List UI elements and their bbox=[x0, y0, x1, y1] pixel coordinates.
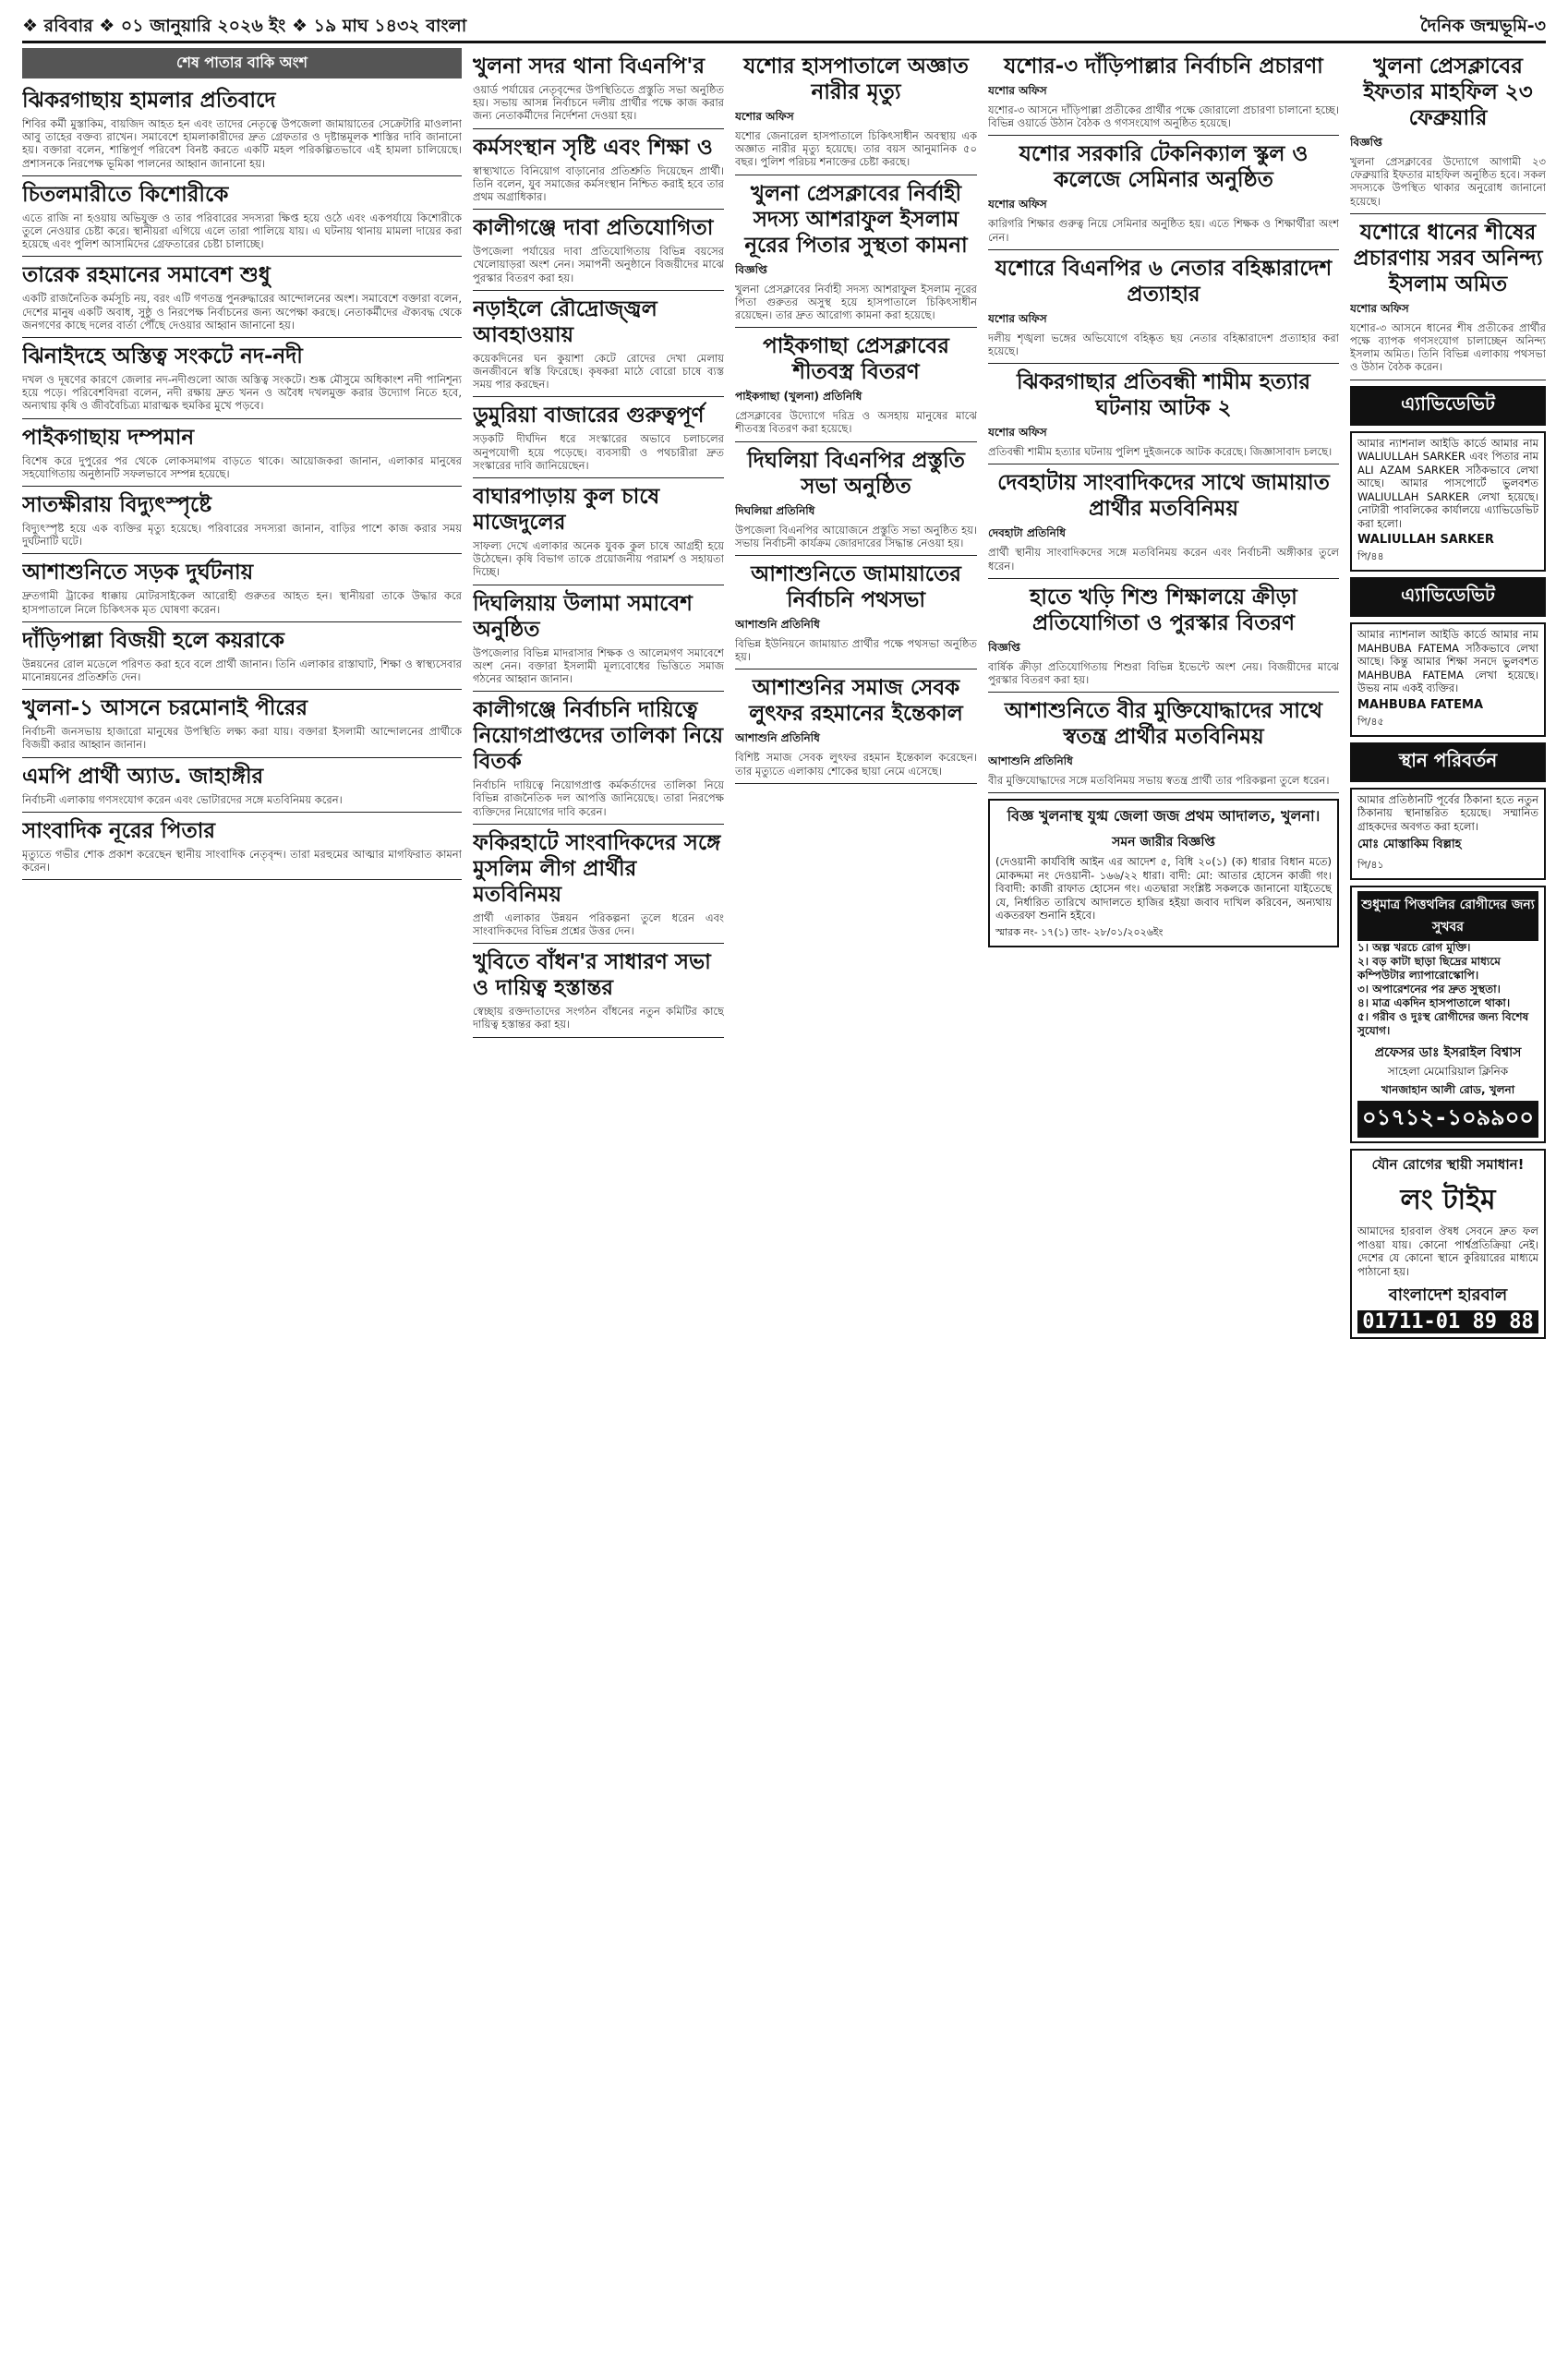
issue-date: ❖ রবিবার ❖ ০১ জানুয়ারি ২০২৬ ইং ❖ ১৯ মাঘ ১৪৩২ বাংলা bbox=[22, 16, 467, 36]
article-body: বিশেষ করে দুপুরের পর থেকে লোকসমাগম বাড়তে থাকে। আয়োজকরা জানান, এলাকার মানুষের সহযোগিতায় অনুষ্ঠানটি সফলভাবে সম্পন্ন হয়েছে। bbox=[22, 453, 462, 480]
relocation-ref: পি/৪১ bbox=[1357, 859, 1384, 872]
article-headline: যশোর হাসপাতালে অজ্ঞাত নারীর মৃত্যু bbox=[743, 54, 969, 104]
article-source: বিজ্ঞপ্তি bbox=[988, 640, 1020, 654]
article-headline: আশাশুনিতে সড়ক দুর্ঘটনায় bbox=[22, 561, 254, 585]
article-headline: যশোরে ধানের শীষের প্রচারণায় সরব অনিন্দ্য ইসলাম অমিত bbox=[1353, 220, 1543, 296]
article bbox=[473, 291, 724, 398]
article-body: যশোর জেনারেল হাসপাতালে চিকিৎসাধীন অবস্থায় এক অজ্ঞাত নারীর মৃত্যু হয়েছে। তার বয়স আনুমানিক ৫০ বছর। পুলিশ পরিচয় শনাক্তের চেষ্টা করছে। bbox=[735, 129, 977, 169]
article-body: প্রার্থী এলাকার উন্নয়ন পরিকল্পনা তুলে ধরেন এবং সাংবাদিকদের বিভিন্ন প্রশ্নের উত্তর দেন। bbox=[473, 911, 724, 938]
article-headline: ফকিরহাটে সাংবাদিকদের সঙ্গে মুসলিম লীগ প্রার্থীর মতবিনিময় bbox=[473, 830, 721, 907]
article bbox=[22, 813, 462, 880]
clinic-benefit-item: ৩। অপারেশনের পর দ্রুত সুস্থতা। bbox=[1357, 983, 1501, 996]
article-body: উপজেলা বিএনপির আয়োজনে প্রস্তুতি সভা অনুষ্ঠিত হয়। সভায় নির্বাচনী কার্যক্রম জোরদারের সিদ্ধান্ত নেওয়া হয়। bbox=[735, 523, 977, 549]
article-headline: ঝিকরগাছায় হামলার প্রতিবাদে bbox=[22, 89, 276, 113]
column-4-articles bbox=[988, 48, 1339, 793]
article bbox=[22, 176, 462, 258]
article-body: এতে রাজি না হওয়ায় অভিযুক্ত ও তার পরিবারের সদস্যরা ক্ষিপ্ত হয়ে ওঠে এবং একপর্যায়ে কিশোরীকে তুলে নেওয়ার চেষ্টা করে। স্থানীয়রা এগিয়ে এলে তারা পালিয়ে যায়। এ ঘটনায় থানায় মামলা দায়ের করা হয়েছে এবং পুলিশ আসামিদের গ্রেফতারের চেষ্টা চালাচ্ছে। bbox=[22, 211, 462, 251]
affidavit-2-signature: MAHBUBA FATEMA bbox=[1357, 697, 1484, 712]
article bbox=[988, 136, 1339, 249]
article-headline: ঝিনাইদহে অস্তিত্ব সংকটে নদ-নদী bbox=[22, 344, 303, 369]
article-body: দখল ও দূষণের কারণে জেলার নদ-নদীগুলো আজ অস্তিত্ব সংকটে। শুষ্ক মৌসুমে অধিকাংশ নদী পানিশূন্য হয়ে পড়ে। পরিবেশবিদরা বলেন, নদী রক্ষায় দ্রুত খনন ও অবৈধ দখলমুক্ত করার উদ্যোগ নিতে হবে, অন্যথায় কৃষি ও জীববৈচিত্র্য মারাত্মক হুমকির মুখে পড়বে। bbox=[22, 373, 462, 413]
article-headline: পাইকগাছা প্রেসক্লাবের শীতবস্ত্র বিতরণ bbox=[763, 334, 949, 385]
article bbox=[473, 478, 724, 585]
article-body: উপজেলার বিভিন্ন মাদরাসার শিক্ষক ও আলেমগণ সমাবেশে অংশ নেন। বক্তারা ইসলামী মূল্যবোধের ভিত্তিতে সমাজ গঠনের আহ্বান জানান। bbox=[473, 645, 724, 686]
article bbox=[473, 692, 724, 825]
affidavit-1-title: এ্যাভিডেভিট bbox=[1350, 386, 1546, 426]
herbal-ad bbox=[1350, 1149, 1546, 1339]
article-source: যশোর অফিস bbox=[988, 311, 1047, 325]
article-source: যশোর অফিস bbox=[988, 198, 1047, 211]
clinic-phone: ০১৭১২-১০৯৯০০ bbox=[1357, 1101, 1538, 1138]
relocation-title: স্থান পরিবর্তন bbox=[1350, 742, 1546, 782]
article-source: দেবহাটা প্রতিনিধি bbox=[988, 526, 1066, 540]
article-source: পাইকগাছা (খুলনা) প্রতিনিধি bbox=[735, 390, 862, 404]
relocation-text: আমার প্রতিষ্ঠানটি পূর্বের ঠিকানা হতে নতুন ঠিকানায় স্থানান্তরিত হয়েছে। সম্মানিত গ্রাহকদের অবগত করা হলো। bbox=[1357, 792, 1538, 833]
page-header bbox=[22, 7, 1546, 43]
article-source: যশোর অফিস bbox=[1350, 301, 1409, 315]
article-headline: যশোরে বিএনপির ৬ নেতার বহিষ্কারাদেশ প্রত্যাহার bbox=[995, 256, 1333, 307]
affidavit-1-ref: পি/৪৪ bbox=[1357, 550, 1384, 563]
notice-title: বিজ্ঞ খুলনাস্থ যুগ্ম জেলা জজ প্রথম আদালত, খুলনা। bbox=[1007, 807, 1321, 826]
article bbox=[473, 129, 724, 211]
clinic-ad bbox=[1350, 886, 1546, 1143]
article-body: স্বেচ্ছায় রক্তদাতাদের সংগঠন বাঁধনের নতুন কমিটির কাছে দায়িত্ব হস্তান্তর করা হয়। bbox=[473, 1005, 724, 1031]
notice-ref: স্মারক নং- ১৭(১) তাং- ২৮/০১/২০২৬ইং bbox=[995, 925, 1164, 938]
herbal-phone: 01711-01 89 88 bbox=[1357, 1310, 1538, 1333]
article-body: বিশিষ্ট সমাজ সেবক লুৎফর রহমান ইন্তেকাল করেছেন। তার মৃত্যুতে এলাকায় শোকের ছায়া নেমে এসেছে। bbox=[735, 751, 977, 778]
paper-name: দৈনিক জন্মভূমি-৩ bbox=[1419, 16, 1546, 36]
article-headline: দিঘলিয়া বিএনপির প্রস্তুতি সভা অনুষ্ঠিত bbox=[747, 448, 965, 499]
article bbox=[735, 175, 977, 329]
column-3-articles bbox=[735, 48, 977, 784]
article bbox=[473, 210, 724, 291]
clinic-benefit-item: ৪। মাত্র একদিন হাসপাতালে থাকা। bbox=[1357, 996, 1511, 1010]
article-headline: খুলনা প্রেসক্লাবের নির্বাহী সদস্য আশরাফুল ইসলাম নূরের পিতার সুস্থতা কামনা bbox=[744, 181, 968, 258]
article-headline: যশোর সরকারি টেকনিক্যাল স্কুল ও কলেজে সেমিনার অনুষ্ঠিত bbox=[1019, 142, 1309, 193]
herbal-brand: লং টাইম bbox=[1400, 1184, 1496, 1217]
article bbox=[1350, 48, 1546, 214]
affidavit-2-ref: পি/৪৫ bbox=[1357, 715, 1384, 728]
clinic-address: খানজাহান আলী রোড, খুলনা bbox=[1381, 1083, 1515, 1097]
herbal-headline: যৌন রোগের স্থায়ী সমাধান! bbox=[1371, 1156, 1525, 1174]
notice-text: (দেওয়ানী কার্যবিধি আইন এর আদেশ ৫, বিধি ২০(১) (ক) ধারার বিধান মতে) মোকদ্দমা নং দেওয়ানী- ১৬৬/২২ ধারা। বাদী: মো: আতার হোসেন কাজী গং। বিবাদী: কাজী রাফাত হোসেন গং। এতদ্বারা সংশ্লিষ্ট সকলকে জানানো যাইতেছে যে, নির্ধারিত তারিখে আদালতে হাজির হইয়া জবাব দাখিল করিবেন, অন্যথায় একতরফা শুনানি হইবে। bbox=[995, 855, 1332, 923]
article-body: নির্বাচনি দায়িত্বে নিয়োগপ্রাপ্ত কর্মকর্তাদের তালিকা নিয়ে বিভিন্ন রাজনৈতিক দল আপত্তি জানিয়েছে। তারা নিরপেক্ষ ব্যক্তিদের নিয়োগের দাবি করেন। bbox=[473, 778, 724, 818]
continued-banner: শেষ পাতার বাকি অংশ bbox=[22, 48, 462, 78]
article-headline: নড়াইলে রৌদ্রোজ্জ্বল আবহাওয়ায় bbox=[473, 296, 657, 347]
article-headline: সাংবাদিক নূরের পিতার bbox=[22, 818, 216, 843]
article-headline: চিতলমারীতে কিশোরীকে bbox=[22, 182, 229, 207]
article bbox=[22, 487, 462, 554]
article bbox=[735, 328, 977, 441]
article-headline: ডুমুরিয়া বাজারের গুরুত্বপূর্ণ bbox=[473, 404, 705, 428]
column-5 bbox=[1350, 48, 1546, 2355]
article-headline: পাইকগাছায় দম্পমান bbox=[22, 425, 195, 450]
article bbox=[22, 257, 462, 338]
article-headline: খুলনা সদর থানা বিএনপি'র bbox=[473, 54, 706, 78]
article-headline: কর্মসংস্থান সৃষ্টি এবং শিক্ষা ও bbox=[473, 135, 713, 160]
column-3 bbox=[735, 48, 977, 2355]
court-notice bbox=[988, 799, 1339, 947]
article-headline: যশোর-৩ দাঁড়িপাল্লার নির্বাচনি প্রচারণা bbox=[1004, 54, 1323, 78]
article-body: বীর মুক্তিযোদ্ধাদের সঙ্গে মতবিনিময় সভায় স্বতন্ত্র প্রার্থী তার পরিকল্পনা তুলে ধরেন। bbox=[988, 774, 1330, 788]
column-1-articles bbox=[22, 82, 462, 880]
article-body: বিদ্যুৎস্পৃষ্ট হয়ে এক ব্যক্তির মৃত্যু হয়েছে। পরিবারের সদস্যরা জানান, বাড়ির পাশে কাজ করার সময় দুর্ঘটনাটি ঘটে। bbox=[22, 522, 462, 549]
article-body: শিবির কর্মী মুস্তাকিম, বায়জিদ আহত হন এবং তাদের নেতৃত্বে উপজেলা জামায়াতের সেক্রেটারি মাওলানা আবু তাহের বক্তব্য রাখেন। সমাবেশে হামলাকারীদের দ্রুত গ্রেফতার ও দৃষ্টান্তমূলক শাস্তির দাবি জানানো হয়। বক্তারা বলেন, শান্তিপূর্ণ পরিবেশ বিনষ্ট করতে একটি মহল পরিকল্পিতভাবে এই হামলা চালিয়েছে। প্রশাসনকে নিরপেক্ষ ভূমিকা পালনের আহ্বান জানানো হয়। bbox=[22, 117, 462, 170]
article-source: যশোর অফিস bbox=[988, 84, 1047, 97]
article bbox=[473, 825, 724, 944]
article-body: ওয়ার্ড পর্যায়ের নেতৃবৃন্দের উপস্থিতিতে প্রস্তুতি সভা অনুষ্ঠিত হয়। সভায় আসন্ন নির্বাচনে দলীয় প্রার্থীর পক্ষে কাজ করার জন্য নেতাকর্মীদের নির্দেশনা দেওয়া হয়। bbox=[473, 83, 724, 123]
article-headline: সাতক্ষীরায় বিদ্যুৎস্পৃষ্টে bbox=[22, 493, 212, 518]
clinic-benefit-item: ৫। গরীব ও দুঃস্থ রোগীদের জন্য বিশেষ সুযোগ। bbox=[1357, 1010, 1529, 1038]
relocation-signature: মোঃ মোস্তাকিম বিল্লাহ bbox=[1357, 838, 1462, 852]
affidavit-2-title: এ্যাভিডেভিট bbox=[1350, 577, 1546, 617]
article-body: কয়েকদিনের ঘন কুয়াশা কেটে রোদের দেখা মেলায় জনজীবনে স্বস্তি ফিরেছে। কৃষকরা মাঠে বোরো চাষে ব্যস্ত সময় পার করছেন। bbox=[473, 351, 724, 392]
article-headline: দেবহাটায় সাংবাদিকদের সাথে জামায়াত প্রার্থীর মতবিনিময় bbox=[997, 471, 1330, 522]
article bbox=[473, 585, 724, 693]
article-body: একটি রাজনৈতিক কর্মসূচি নয়, বরং এটি গণতন্ত্র পুনরুদ্ধারের আন্দোলনের অংশ। সমাবেশে বক্তারা বলেন, দেশের মানুষ একটি অবাধ, সুষ্ঠু ও নিরপেক্ষ নির্বাচনের জন্য অপেক্ষা করছে। নেতাকর্মীদের ঐক্যবদ্ধ থেকে জনগণের কাছে দলের বার্তা পৌঁছে দেওয়ার আহ্বান জানানো হয়। bbox=[22, 292, 462, 332]
column-2 bbox=[473, 48, 724, 2355]
article bbox=[988, 693, 1339, 793]
article-body: প্রার্থী স্থানীয় সাংবাদিকদের সঙ্গে মতবিনিময় করেন এবং নির্বাচনী অঙ্গীকার তুলে ধরেন। bbox=[988, 546, 1339, 573]
article bbox=[735, 442, 977, 556]
article-source: দিঘলিয়া প্রতিনিধি bbox=[735, 503, 815, 517]
article bbox=[22, 82, 462, 176]
article bbox=[988, 364, 1339, 464]
article-source: আশাশুনি প্রতিনিধি bbox=[735, 731, 820, 745]
clinic-name: সাহেলা মেমোরিয়াল ক্লিনিক bbox=[1387, 1065, 1509, 1079]
clinic-benefits-list bbox=[1357, 941, 1538, 1038]
article bbox=[22, 554, 462, 621]
article-headline: আশাশুনিতে বীর মুক্তিযোদ্ধাদের সাথে স্বতন্ত্র প্রার্থীর মতবিনিময় bbox=[1004, 699, 1323, 750]
article-body: নির্বাচনী জনসভায় হাজারো মানুষের উপস্থিতি লক্ষ্য করা যায়। বক্তারা ইসলামী আন্দোলনের প্রার্থীকে বিজয়ী করার আহ্বান জানান। bbox=[22, 725, 462, 752]
article-body: মৃত্যুতে গভীর শোক প্রকাশ করেছেন স্থানীয় সাংবাদিক নেতৃবৃন্দ। তারা মরহুমের আত্মার মাগফিরাত কামনা করেন। bbox=[22, 847, 462, 874]
article-body: স্বাস্থ্যখাতে বিনিয়োগ বাড়ানোর প্রতিশ্রুতি দিয়েছেন প্রার্থী। তিনি বলেন, যুব সমাজের কর্মসংস্থান নিশ্চিত করাই হবে তার প্রথম অগ্রাধিকার। bbox=[473, 163, 724, 204]
affidavit-1-signature: WALIULLAH SARKER bbox=[1357, 533, 1494, 548]
article-body: খুলনা প্রেসক্লাবের উদ্যোগে আগামী ২৩ ফেব্রুয়ারি ইফতার মাহফিল অনুষ্ঠিত হবে। সকল সদস্যকে উপস্থিত থাকার অনুরোধ জানানো হয়েছে। bbox=[1350, 155, 1546, 208]
article-headline: খুলনা প্রেসক্লাবের ইফতার মাহফিল ২৩ ফেব্রুয়ারি bbox=[1363, 54, 1533, 130]
column-5-articles bbox=[1350, 48, 1546, 380]
affidavit-1 bbox=[1350, 431, 1546, 573]
article bbox=[22, 758, 462, 813]
article bbox=[988, 250, 1339, 364]
article-body: বিভিন্ন ইউনিয়নে জামায়াত প্রার্থীর পক্ষে পথসভা অনুষ্ঠিত হয়। bbox=[735, 637, 977, 664]
article-source: যশোর অফিস bbox=[735, 110, 794, 123]
relocation-notice bbox=[1350, 788, 1546, 881]
article bbox=[735, 48, 977, 175]
article-headline: কালীগঞ্জে দাবা প্রতিযোগিতা bbox=[473, 216, 714, 241]
article-body: প্রেসক্লাবের উদ্যোগে দরিদ্র ও অসহায় মানুষের মাঝে শীতবস্ত্র বিতরণ করা হয়েছে। bbox=[735, 409, 977, 436]
article-source: আশাশুনি প্রতিনিধি bbox=[735, 618, 820, 632]
article-headline: খুলনা-১ আসনে চরমোনাই পীরের bbox=[22, 696, 308, 721]
herbal-text: আমাদের হারবাল ঔষধ সেবনে দ্রুত ফল পাওয়া যায়। কোনো পার্শ্বপ্রতিক্রিয়া নেই। দেশের যে কোনো স্থানে কুরিয়ারের মাধ্যমে পাঠানো হয়। bbox=[1357, 1224, 1538, 1278]
article-headline: দাঁড়িপাল্লা বিজয়ী হলে কয়রাকে bbox=[22, 628, 284, 653]
article-body: যশোর-৩ আসনে ধানের শীষ প্রতীকের প্রার্থীর পক্ষে ব্যাপক গণসংযোগ চালাচ্ছেন অনিন্দ্য ইসলাম অমিত। তিনি বিভিন্ন এলাকায় পথসভা ও উঠান বৈঠক করেন। bbox=[1350, 320, 1546, 374]
article bbox=[22, 338, 462, 419]
article-headline: আশাশুনির সমাজ সেবক লুৎফর রহমানের ইন্তেকাল bbox=[749, 676, 963, 727]
article-body: উন্নয়নের রোল মডেলে পরিণত করা হবে বলে প্রার্থী জানান। তিনি এলাকার রাস্তাঘাট, শিক্ষা ও স্বাস্থ্যসেবার মানোন্নয়নের প্রতিশ্রুতি দেন। bbox=[22, 657, 462, 684]
article bbox=[988, 48, 1339, 136]
clinic-doctor: প্রফেসর ডাঃ ইসরাইল বিশ্বাস bbox=[1374, 1045, 1522, 1061]
article-headline: আশাশুনিতে জামায়াতের নির্বাচনি পথসভা bbox=[751, 562, 961, 613]
notice-subtitle: সমন জারীর বিজ্ঞপ্তি bbox=[1112, 835, 1215, 850]
article-body: দ্রুতগামী ট্রাকের ধাক্কায় মোটরসাইকেল আরোহী গুরুতর আহত হন। স্থানীয়রা তাকে উদ্ধার করে হাসপাতালে নিলে চিকিৎসক মৃত ঘোষণা করেন। bbox=[22, 589, 462, 616]
article-body: সড়কটি দীর্ঘদিন ধরে সংস্কারের অভাবে চলাচলের অনুপযোগী হয়ে পড়েছে। ব্যবসায়ী ও পথচারীরা দ্রুত সংস্কারের দাবি জানিয়েছেন। bbox=[473, 432, 724, 472]
article bbox=[735, 556, 977, 669]
article bbox=[22, 690, 462, 757]
clinic-benefit-item: ২। বড় কাটা ছাড়া ছিদ্রের মাধ্যমে কম্পিউটার ল্যাপারোস্কোপি। bbox=[1357, 955, 1501, 983]
article-headline: কালীগঞ্জে নির্বাচনি দায়িত্বে নিয়োগপ্রাপ্তদের তালিকা নিয়ে বিতর্ক bbox=[473, 698, 724, 775]
article-body: উপজেলা পর্যায়ের দাবা প্রতিযোগিতায় বিভিন্ন বয়সের খেলোয়াড়রা অংশ নেন। সমাপনী অনুষ্ঠানে বিজয়ীদের মাঝে পুরস্কার বিতরণ করা হয়। bbox=[473, 245, 724, 284]
article-body: সাফল্য দেখে এলাকার অনেক যুবক কুল চাষে আগ্রহী হয়ে উঠেছেন। কৃষি বিভাগ তাকে প্রয়োজনীয় পরামর্শ ও সহায়তা দিচ্ছে। bbox=[473, 539, 724, 579]
article-body: খুলনা প্রেসক্লাবের নির্বাহী সদস্য আশরাফুল ইসলাম নূরের পিতা গুরুতর অসুস্থ হয়ে হাসপাতালে চিকিৎসাধীন রয়েছেন। তার দ্রুত আরোগ্য কামনা করা হয়েছে। bbox=[735, 282, 977, 322]
article bbox=[988, 579, 1339, 693]
clinic-headline: শুধুমাত্র পিত্তথলির রোগীদের জন্য সুখবর bbox=[1357, 891, 1538, 941]
article bbox=[473, 397, 724, 478]
article-body: বার্ষিক ক্রীড়া প্রতিযোগিতায় শিশুরা বিভিন্ন ইভেন্টে অংশ নেয়। বিজয়ীদের মাঝে পুরস্কার বিতরণ করা হয়। bbox=[988, 659, 1339, 687]
article-body: যশোর-৩ আসনে দাঁড়িপাল্লা প্রতীকের প্রার্থীর পক্ষে জোরালো প্রচারণা চালানো হচ্ছে। বিভিন্ন ওয়ার্ডে উঠান বৈঠক ও গণসংযোগ অনুষ্ঠিত হয়েছে। bbox=[988, 103, 1339, 130]
article-source: যশোর অফিস bbox=[988, 426, 1047, 440]
article-body: নির্বাচনী এলাকায় গণসংযোগ করেন এবং ভোটারদের সঙ্গে মতবিনিময় করেন। bbox=[22, 792, 343, 806]
article-source: আশাশুনি প্রতিনিধি bbox=[988, 754, 1073, 768]
affidavit-2-text: আমার ন্যাশনাল আইডি কার্ডে আমার নাম MAHBUBA FATEMA সঠিকভাবে লেখা আছে। কিন্তু আমার শিক্ষা সনদে ভুলবশত MAHBUBA FATEMA লেখা হয়েছে। উভয় নাম একই ব্যক্তির। bbox=[1357, 628, 1538, 695]
column-1 bbox=[22, 48, 462, 2355]
affidavit-2 bbox=[1350, 622, 1546, 737]
clinic-benefit-item: ১। অল্প খরচে রোগ মুক্তি। bbox=[1357, 941, 1471, 955]
article-headline: হাতে খড়ি শিশু শিক্ষালয়ে ক্রীড়া প্রতিযোগিতা ও পুরস্কার বিতরণ bbox=[1030, 585, 1297, 635]
article-body: কারিগরি শিক্ষার গুরুত্ব নিয়ে সেমিনার অনুষ্ঠিত হয়। এতে শিক্ষক ও শিক্ষার্থীরা অংশ নেন। bbox=[988, 217, 1339, 244]
article bbox=[22, 419, 462, 487]
article-headline: দিঘলিয়ায় উলামা সমাবেশ অনুষ্ঠিত bbox=[473, 591, 693, 642]
article-headline: তারেক রহমানের সমাবেশ শুধু bbox=[22, 263, 271, 288]
article-headline: বাঘারপাড়ায় কুল চাষে মাজেদুলের bbox=[473, 485, 660, 536]
article bbox=[1350, 214, 1546, 380]
article-source: বিজ্ঞপ্তি bbox=[735, 262, 767, 276]
article-headline: এমপি প্রার্থী অ্যাড. জাহাঙ্গীর bbox=[22, 764, 264, 789]
article-body: দলীয় শৃঙ্খলা ভঙ্গের অভিযোগে বহিষ্কৃত ছয় নেতার বহিষ্কারাদেশ প্রত্যাহার করা হয়েছে। bbox=[988, 331, 1339, 358]
article bbox=[735, 669, 977, 783]
article-source: বিজ্ঞপ্তি bbox=[1350, 136, 1382, 149]
herbal-company: বাংলাদেশ হারবাল bbox=[1388, 1285, 1508, 1306]
article-headline: খুবিতে বাঁধন'র সাধারণ সভা ও দায়িত্ব হস্তান্তর bbox=[473, 950, 711, 1001]
article-body: প্রতিবন্ধী শামীম হত্যার ঘটনায় পুলিশ দুইজনকে আটক করেছে। জিজ্ঞাসাবাদ চলছে। bbox=[988, 445, 1333, 459]
column-4 bbox=[988, 48, 1339, 2355]
article bbox=[988, 464, 1339, 578]
affidavit-1-text: আমার ন্যাশনাল আইডি কার্ডে আমার নাম WALIULLAH SARKER এবং পিতার নাম ALI AZAM SARKER সঠিকভাবে লেখা আছে। আমার পাসপোর্টে ভুলবশত WALIULLAH SARKER লেখা হয়েছে। নোটারী পাবলিকের কার্যালয়ে এ্যাভিডেভিট করা হলো। bbox=[1357, 436, 1538, 530]
article bbox=[22, 622, 462, 690]
article bbox=[473, 48, 724, 129]
article bbox=[473, 944, 724, 1037]
article-headline: ঝিকরগাছার প্রতিবন্ধী শামীম হত্যার ঘটনায় আটক ২ bbox=[1016, 370, 1311, 421]
column-2-articles bbox=[473, 48, 724, 1038]
